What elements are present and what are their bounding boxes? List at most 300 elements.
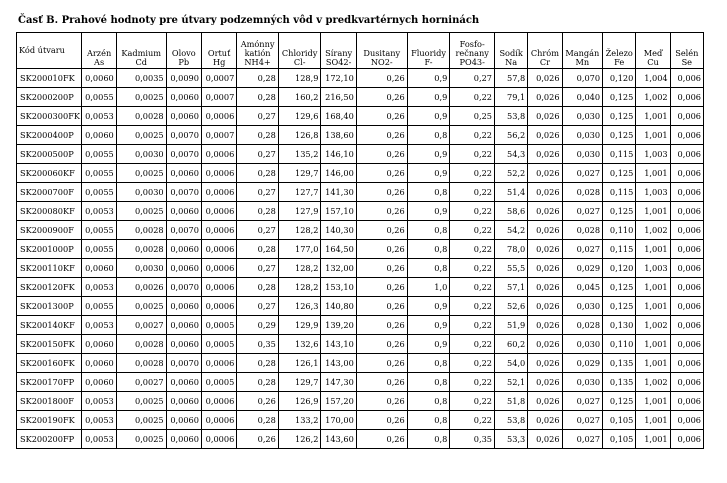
value-cell: 0,026	[528, 183, 562, 202]
value-cell: 51,4	[495, 183, 528, 202]
value-cell: 127,9	[278, 202, 321, 221]
value-cell: 0,22	[450, 202, 495, 221]
value-cell: 0,26	[356, 145, 407, 164]
value-cell: 0,26	[356, 411, 407, 430]
value-cell: 52,1	[495, 373, 528, 392]
header-line: Fe	[614, 57, 625, 67]
header-line: Železo	[605, 48, 633, 58]
value-cell: 143,60	[321, 430, 356, 449]
value-cell: 53,8	[495, 411, 528, 430]
header-line: Ortuť	[207, 48, 231, 58]
value-cell: 0,125	[603, 278, 636, 297]
value-cell: 153,10	[321, 278, 356, 297]
value-cell: 0,026	[528, 373, 562, 392]
value-cell: 1,001	[636, 107, 670, 126]
table-row	[17, 430, 704, 449]
value-cell: 0,0006	[201, 297, 236, 316]
value-cell: 0,026	[528, 392, 562, 411]
value-cell: 0,006	[670, 335, 703, 354]
value-cell: 0,105	[603, 411, 636, 430]
value-cell: 0,9	[407, 297, 450, 316]
value-cell: 164,50	[321, 240, 356, 259]
value-cell: 0,28	[237, 278, 279, 297]
value-cell: 0,026	[528, 316, 562, 335]
value-cell: 0,26	[356, 354, 407, 373]
value-cell: 0,0060	[82, 354, 116, 373]
value-cell: 1,003	[636, 145, 670, 164]
header-line: As	[94, 57, 105, 67]
value-cell: 0,026	[528, 88, 562, 107]
value-cell: 128,2	[278, 259, 321, 278]
value-cell: 1,001	[636, 240, 670, 259]
value-cell: 0,28	[237, 126, 279, 145]
value-cell: 0,0060	[166, 335, 201, 354]
value-cell: 0,125	[603, 107, 636, 126]
header-line: Meď	[643, 48, 663, 58]
value-cell: 1,001	[636, 202, 670, 221]
value-cell: 0,25	[450, 107, 495, 126]
value-cell: 0,026	[528, 430, 562, 449]
value-cell: 140,80	[321, 297, 356, 316]
value-cell: 0,026	[528, 297, 562, 316]
water-body-code-cell: SK200170FP	[17, 373, 82, 392]
value-cell: 0,027	[562, 392, 603, 411]
value-cell: 0,0055	[82, 183, 116, 202]
header-line: Se	[681, 57, 693, 67]
column-header	[562, 33, 603, 69]
value-cell: 0,0060	[166, 373, 201, 392]
value-cell: 0,26	[356, 373, 407, 392]
header-line: Na	[505, 57, 518, 67]
value-cell: 0,8	[407, 354, 450, 373]
value-cell: 0,22	[450, 240, 495, 259]
value-cell: 0,0006	[201, 430, 236, 449]
value-cell: 0,125	[603, 297, 636, 316]
value-cell: 0,026	[528, 107, 562, 126]
header-line: Selén	[675, 48, 699, 58]
value-cell: 0,26	[356, 107, 407, 126]
table-row	[17, 411, 704, 430]
value-cell: 0,0006	[201, 145, 236, 164]
value-cell: 0,26	[237, 392, 279, 411]
value-cell: 0,26	[356, 335, 407, 354]
value-cell: 0,027	[562, 240, 603, 259]
value-cell: 0,026	[528, 126, 562, 145]
value-cell: 56,2	[495, 126, 528, 145]
header-line: Chloridy	[281, 48, 318, 58]
value-cell: 0,22	[450, 164, 495, 183]
value-cell: 0,0070	[166, 354, 201, 373]
value-cell: 127,7	[278, 183, 321, 202]
value-cell: 0,0060	[166, 202, 201, 221]
value-cell: 1,001	[636, 297, 670, 316]
value-cell: 1,003	[636, 183, 670, 202]
value-cell: 0,28	[237, 411, 279, 430]
table-row	[17, 335, 704, 354]
value-cell: 0,006	[670, 297, 703, 316]
value-cell: 0,006	[670, 145, 703, 164]
table-row	[17, 240, 704, 259]
value-cell: 0,006	[670, 430, 703, 449]
value-cell: 54,3	[495, 145, 528, 164]
header-line: Mn	[575, 57, 590, 67]
value-cell: 0,0028	[116, 335, 166, 354]
value-cell: 0,0006	[201, 183, 236, 202]
value-cell: 0,22	[450, 335, 495, 354]
value-cell: 0,26	[356, 316, 407, 335]
value-cell: 55,5	[495, 259, 528, 278]
header-line: Olovo	[171, 48, 196, 58]
value-cell: 0,0090	[166, 69, 201, 88]
header-line: Cu	[647, 57, 659, 67]
value-cell: 0,22	[450, 145, 495, 164]
value-cell: 0,28	[237, 69, 279, 88]
value-cell: 0,0060	[166, 430, 201, 449]
value-cell: 0,006	[670, 278, 703, 297]
value-cell: 160,2	[278, 88, 321, 107]
value-cell: 0,22	[450, 183, 495, 202]
value-cell: 170,00	[321, 411, 356, 430]
value-cell: 0,0027	[116, 373, 166, 392]
value-cell: 1,001	[636, 411, 670, 430]
value-cell: 0,006	[670, 240, 703, 259]
water-body-code-cell: SK200010FK	[17, 69, 82, 88]
value-cell: 0,125	[603, 126, 636, 145]
value-cell: 0,006	[670, 202, 703, 221]
value-cell: 1,002	[636, 373, 670, 392]
value-cell: 0,030	[562, 373, 603, 392]
value-cell: 135,2	[278, 145, 321, 164]
value-cell: 0,0028	[116, 240, 166, 259]
value-cell: 129,6	[278, 107, 321, 126]
header-line: Arzén	[86, 48, 112, 58]
table-row	[17, 278, 704, 297]
column-header	[670, 33, 703, 69]
header-line: Kadmium	[121, 48, 162, 58]
value-cell: 0,0053	[82, 392, 116, 411]
water-body-code-cell: SK2001800F	[17, 392, 82, 411]
value-cell: 60,2	[495, 335, 528, 354]
value-cell: 0,0005	[201, 335, 236, 354]
value-cell: 0,0070	[166, 126, 201, 145]
value-cell: 1,001	[636, 164, 670, 183]
value-cell: 0,8	[407, 392, 450, 411]
value-cell: 0,26	[356, 202, 407, 221]
value-cell: 0,28	[237, 240, 279, 259]
value-cell: 0,006	[670, 373, 703, 392]
value-cell: 0,22	[450, 392, 495, 411]
header-line: Cd	[135, 57, 147, 67]
value-cell: 0,125	[603, 88, 636, 107]
header-line: Fosfo-	[459, 39, 485, 49]
value-cell: 0,8	[407, 430, 450, 449]
water-body-code-cell: SK200140KF	[17, 316, 82, 335]
value-cell: 0,125	[603, 164, 636, 183]
value-cell: 0,0053	[82, 107, 116, 126]
value-cell: 53,3	[495, 430, 528, 449]
value-cell: 0,27	[237, 145, 279, 164]
water-body-code-cell: SK200190FK	[17, 411, 82, 430]
value-cell: 132,00	[321, 259, 356, 278]
value-cell: 0,0025	[116, 392, 166, 411]
value-cell: 0,26	[237, 430, 279, 449]
value-cell: 0,027	[562, 430, 603, 449]
value-cell: 0,110	[603, 335, 636, 354]
value-cell: 177,0	[278, 240, 321, 259]
value-cell: 1,001	[636, 430, 670, 449]
value-cell: 0,0006	[201, 107, 236, 126]
value-cell: 157,20	[321, 392, 356, 411]
table-row	[17, 183, 704, 202]
value-cell: 0,26	[356, 69, 407, 88]
value-cell: 51,9	[495, 316, 528, 335]
value-cell: 0,26	[356, 259, 407, 278]
column-header	[407, 33, 450, 69]
value-cell: 1,001	[636, 392, 670, 411]
value-cell: 0,0055	[82, 145, 116, 164]
value-cell: 0,0007	[201, 126, 236, 145]
header-line: katión	[244, 48, 271, 58]
value-cell: 0,0060	[166, 107, 201, 126]
value-cell: 0,040	[562, 88, 603, 107]
column-header	[116, 33, 166, 69]
value-cell: 126,8	[278, 126, 321, 145]
value-cell: 0,0006	[201, 411, 236, 430]
column-header	[201, 33, 236, 69]
value-cell: 0,028	[562, 183, 603, 202]
value-cell: 0,28	[237, 164, 279, 183]
header-line: Kód útvaru	[19, 44, 65, 55]
value-cell: 0,0006	[201, 259, 236, 278]
value-cell: 141,30	[321, 183, 356, 202]
column-header	[450, 33, 495, 69]
value-cell: 0,22	[450, 126, 495, 145]
value-cell: 0,115	[603, 145, 636, 164]
value-cell: 0,0006	[201, 202, 236, 221]
water-body-code-cell: SK2000400P	[17, 126, 82, 145]
table-row	[17, 107, 704, 126]
value-cell: 1,002	[636, 221, 670, 240]
value-cell: 79,1	[495, 88, 528, 107]
value-cell: 78,0	[495, 240, 528, 259]
value-cell: 57,8	[495, 69, 528, 88]
value-cell: 0,0053	[82, 316, 116, 335]
value-cell: 146,00	[321, 164, 356, 183]
header-line: Amónny	[240, 39, 275, 49]
value-cell: 128,2	[278, 278, 321, 297]
table-row	[17, 373, 704, 392]
value-cell: 0,006	[670, 259, 703, 278]
value-cell: 0,120	[603, 259, 636, 278]
value-cell: 0,0060	[82, 335, 116, 354]
value-cell: 0,9	[407, 107, 450, 126]
value-cell: 0,22	[450, 221, 495, 240]
water-body-code-cell: SK200160FK	[17, 354, 82, 373]
value-cell: 126,2	[278, 430, 321, 449]
header-line: Cr	[539, 57, 550, 67]
value-cell: 0,0005	[201, 373, 236, 392]
column-header	[528, 33, 562, 69]
value-cell: 0,28	[237, 373, 279, 392]
value-cell: 1,001	[636, 278, 670, 297]
value-cell: 132,6	[278, 335, 321, 354]
water-body-code-cell: SK200060KF	[17, 164, 82, 183]
column-header	[636, 33, 670, 69]
value-cell: 0,0006	[201, 278, 236, 297]
value-cell: 0,22	[450, 278, 495, 297]
value-cell: 0,28	[237, 354, 279, 373]
value-cell: 0,026	[528, 278, 562, 297]
value-cell: 128,9	[278, 69, 321, 88]
value-cell: 0,006	[670, 354, 703, 373]
value-cell: 0,27	[237, 259, 279, 278]
value-cell: 0,0055	[82, 164, 116, 183]
value-cell: 0,9	[407, 202, 450, 221]
value-cell: 0,0035	[116, 69, 166, 88]
value-cell: 0,045	[562, 278, 603, 297]
value-cell: 0,22	[450, 316, 495, 335]
value-cell: 133,2	[278, 411, 321, 430]
value-cell: 0,27	[450, 69, 495, 88]
value-cell: 0,0070	[166, 145, 201, 164]
value-cell: 0,110	[603, 221, 636, 240]
value-cell: 0,22	[450, 373, 495, 392]
header-line: rečnany	[455, 48, 489, 58]
column-header-code	[17, 33, 82, 69]
value-cell: 0,0053	[82, 202, 116, 221]
value-cell: 0,0006	[201, 240, 236, 259]
water-body-code-cell: SK2000200P	[17, 88, 82, 107]
value-cell: 146,10	[321, 145, 356, 164]
table-body	[17, 69, 704, 449]
value-cell: 0,26	[356, 126, 407, 145]
value-cell: 0,026	[528, 221, 562, 240]
column-header	[278, 33, 321, 69]
value-cell: 0,0060	[166, 88, 201, 107]
value-cell: 0,0060	[166, 297, 201, 316]
header-line: Mangán	[565, 48, 600, 58]
value-cell: 0,135	[603, 373, 636, 392]
value-cell: 126,3	[278, 297, 321, 316]
value-cell: 0,026	[528, 164, 562, 183]
water-body-code-cell: SK200200FP	[17, 430, 82, 449]
value-cell: 0,026	[528, 202, 562, 221]
value-cell: 0,006	[670, 164, 703, 183]
value-cell: 1,002	[636, 88, 670, 107]
value-cell: 0,026	[528, 354, 562, 373]
value-cell: 53,8	[495, 107, 528, 126]
value-cell: 128,2	[278, 221, 321, 240]
value-cell: 0,030	[562, 107, 603, 126]
table-row	[17, 392, 704, 411]
value-cell: 0,030	[562, 335, 603, 354]
value-cell: 0,22	[450, 354, 495, 373]
value-cell: 0,9	[407, 145, 450, 164]
water-body-code-cell: SK2000300FK	[17, 107, 82, 126]
value-cell: 168,40	[321, 107, 356, 126]
value-cell: 138,60	[321, 126, 356, 145]
value-cell: 216,50	[321, 88, 356, 107]
value-cell: 0,0007	[201, 88, 236, 107]
value-cell: 0,26	[356, 297, 407, 316]
value-cell: 0,0028	[116, 107, 166, 126]
value-cell: 0,006	[670, 126, 703, 145]
value-cell: 0,0070	[166, 278, 201, 297]
value-cell: 0,029	[562, 259, 603, 278]
value-cell: 0,0060	[166, 259, 201, 278]
value-cell: 0,22	[450, 297, 495, 316]
column-header	[166, 33, 201, 69]
value-cell: 0,0060	[82, 126, 116, 145]
value-cell: 0,006	[670, 107, 703, 126]
value-cell: 0,026	[528, 259, 562, 278]
value-cell: 0,8	[407, 411, 450, 430]
value-cell: 0,0070	[166, 183, 201, 202]
value-cell: 0,026	[528, 145, 562, 164]
value-cell: 0,026	[528, 411, 562, 430]
value-cell: 0,0053	[82, 411, 116, 430]
value-cell: 1,004	[636, 69, 670, 88]
value-cell: 52,6	[495, 297, 528, 316]
table-row	[17, 145, 704, 164]
value-cell: 0,0060	[166, 411, 201, 430]
value-cell: 0,070	[562, 69, 603, 88]
value-cell: 0,030	[562, 145, 603, 164]
value-cell: 0,26	[356, 221, 407, 240]
value-cell: 0,0026	[116, 278, 166, 297]
value-cell: 0,115	[603, 183, 636, 202]
table-row	[17, 221, 704, 240]
value-cell: 1,001	[636, 354, 670, 373]
value-cell: 129,9	[278, 316, 321, 335]
value-cell: 0,027	[562, 411, 603, 430]
value-cell: 0,0060	[82, 69, 116, 88]
value-cell: 1,003	[636, 259, 670, 278]
value-cell: 0,0030	[116, 145, 166, 164]
threshold-table	[16, 32, 704, 449]
value-cell: 0,006	[670, 392, 703, 411]
value-cell: 0,006	[670, 88, 703, 107]
value-cell: 172,10	[321, 69, 356, 88]
value-cell: 0,028	[562, 221, 603, 240]
column-header	[603, 33, 636, 69]
table-row	[17, 316, 704, 335]
value-cell: 52,2	[495, 164, 528, 183]
value-cell: 129,7	[278, 164, 321, 183]
column-header	[237, 33, 279, 69]
table-header-row	[17, 33, 704, 69]
column-header	[495, 33, 528, 69]
water-body-code-cell: SK2000900F	[17, 221, 82, 240]
value-cell: 0,006	[670, 316, 703, 335]
value-cell: 0,27	[237, 221, 279, 240]
value-cell: 58,6	[495, 202, 528, 221]
value-cell: 0,26	[356, 88, 407, 107]
column-header	[321, 33, 356, 69]
water-body-code-cell: SK200080KF	[17, 202, 82, 221]
value-cell: 0,22	[450, 411, 495, 430]
value-cell: 143,00	[321, 354, 356, 373]
table-row	[17, 354, 704, 373]
value-cell: 0,35	[450, 430, 495, 449]
value-cell: 0,27	[237, 183, 279, 202]
value-cell: 0,9	[407, 316, 450, 335]
value-cell: 0,135	[603, 354, 636, 373]
column-header	[82, 33, 116, 69]
value-cell: 0,125	[603, 392, 636, 411]
value-cell: 0,006	[670, 221, 703, 240]
value-cell: 54,0	[495, 354, 528, 373]
